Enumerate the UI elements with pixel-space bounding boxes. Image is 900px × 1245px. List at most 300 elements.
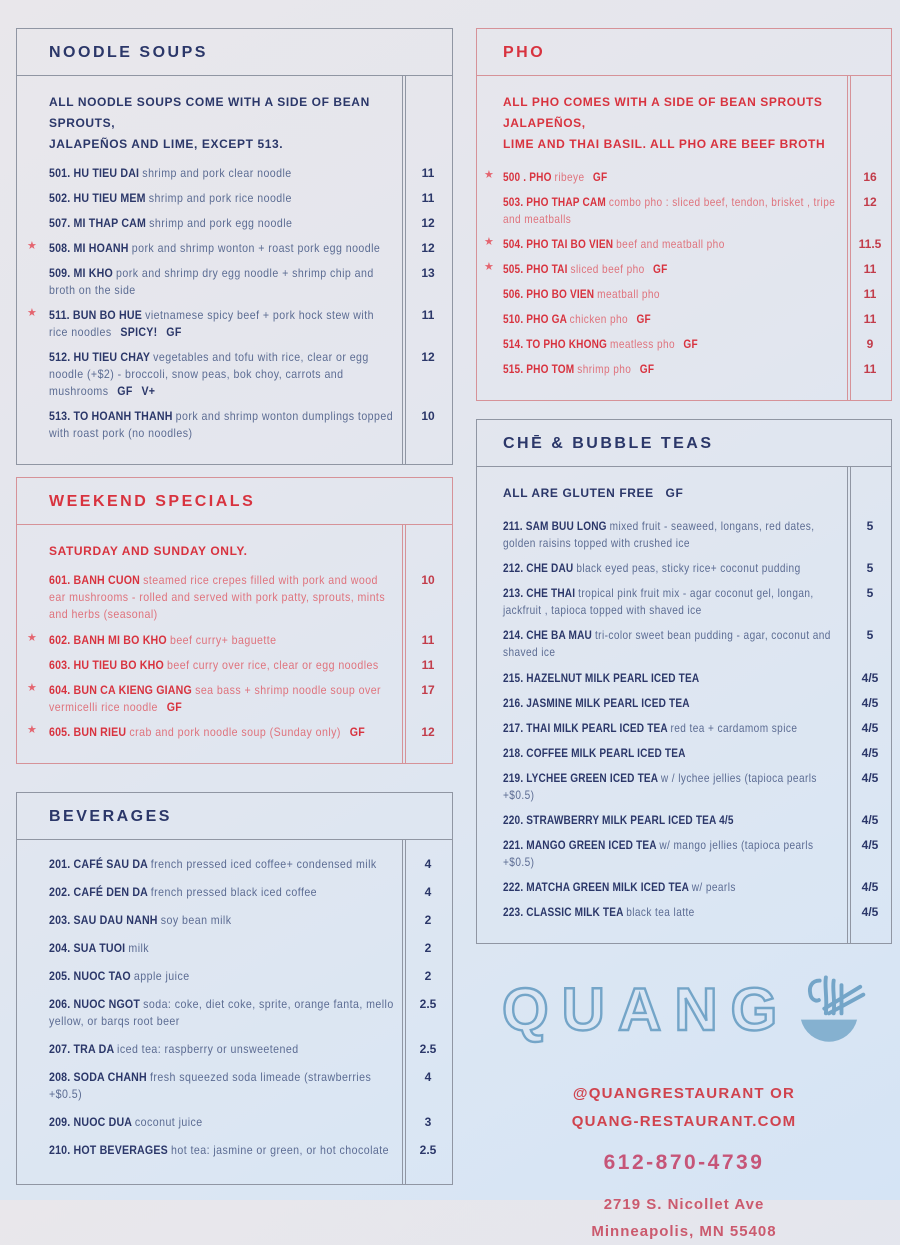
- special-star-icon: ★: [27, 240, 37, 253]
- item-number-name: 501. HU TIEU DAI: [49, 166, 143, 180]
- item-description: ribeye: [554, 170, 585, 184]
- item-description: w/ pearls: [691, 879, 736, 894]
- item-description: shrimp and pork egg noodle: [149, 216, 293, 231]
- social-handles: [476, 1080, 892, 1136]
- item-number-name: 213. CHE THAI: [503, 586, 579, 601]
- item-price: 10: [421, 573, 435, 588]
- menu-item-text: [477, 236, 851, 253]
- item-price: 4: [424, 1069, 432, 1084]
- item-description: vietnamese spicy beef + pork hock stew with rice noodles: [49, 308, 374, 340]
- menu-item: [477, 336, 891, 353]
- item-number-name: 219. LYCHEE GREEN ICED TEA: [503, 770, 661, 785]
- item-number-name: 203. SAU DAU NANH: [49, 912, 161, 927]
- item-number-name: 221. MANGO GREEN ICED TEA: [503, 837, 660, 852]
- item-price: 11: [421, 632, 435, 647]
- special-star-icon: ★: [27, 681, 37, 694]
- menu-item-line: [49, 408, 394, 442]
- diet-tag: GF: [683, 337, 698, 352]
- item-description: pork and shrimp wonton dumplings topped with roast pork (no noodles): [49, 409, 394, 441]
- item-number-name: 201. CAFÉ SAU DA: [49, 856, 151, 871]
- item-number-name: 604. BUN CA KIENG GIANG: [49, 682, 196, 697]
- menu-item-line: [503, 904, 843, 921]
- diet-tag: GF: [349, 724, 366, 739]
- item-number-name: 211. SAM BUU LONG: [503, 519, 610, 534]
- item-description: mixed fruit - seaweed, longans, red dates, golden raisins topped with crushed ice: [503, 519, 815, 551]
- item-description: fresh squeezed soda limeade (strawberries +$0.5): [49, 1069, 372, 1101]
- item-number-name: 505. PHO TAI: [503, 262, 571, 277]
- menu-item: [477, 286, 891, 303]
- menu-item-line: [49, 572, 394, 623]
- item-description: chicken pho: [569, 312, 629, 327]
- item-number-name: 503. PHO THAP CAM: [503, 195, 609, 210]
- menu-item-line: [49, 632, 394, 649]
- menu-item-text: [17, 912, 406, 929]
- item-number-name: 502. HU TIEU MEM: [49, 191, 149, 206]
- item-description: beef curry over rice, clear or egg noodles: [167, 657, 379, 672]
- item-number-name: 603. HU TIEU BO KHO: [49, 657, 168, 672]
- menu-item: [17, 215, 452, 232]
- menu-item-line: [49, 1142, 394, 1159]
- item-description: shrimp pho: [577, 362, 632, 377]
- menu-item-line: [49, 724, 394, 741]
- item-description: crab and pork noodle soup (Sunday only): [129, 724, 341, 739]
- section-body: [17, 76, 452, 464]
- menu-item: [17, 190, 452, 207]
- instagram-handle: @QUANGRESTAURANT OR: [572, 1084, 796, 1102]
- menu-item-text: [17, 657, 406, 674]
- section-note-line: SATURDAY AND SUNDAY ONLY.: [49, 544, 248, 559]
- menu-item-line: [503, 560, 843, 577]
- item-price: 4/5: [861, 904, 879, 919]
- menu-item-line: [49, 1041, 394, 1058]
- section-title: CHĒ & BUBBLE TEAS: [477, 420, 891, 467]
- item-price: 3: [424, 1114, 432, 1129]
- menu-item-line: [49, 1114, 394, 1131]
- menu-item: [477, 560, 891, 577]
- menu-item-text: [477, 361, 851, 378]
- menu-item-line: [49, 996, 394, 1030]
- item-number-name: 223. CLASSIC MILK TEA: [503, 904, 627, 919]
- menu-item-text: [477, 336, 851, 353]
- menu-item-text: [477, 585, 851, 619]
- menu-item: [17, 349, 452, 400]
- item-list: [17, 856, 452, 1159]
- item-price: 5: [866, 519, 874, 534]
- menu-item-text: [477, 169, 851, 186]
- item-description: french pressed iced coffee+ condensed milk: [150, 856, 377, 871]
- section-note: [17, 541, 452, 562]
- item-number-name: 205. NUOC TAO: [49, 968, 134, 983]
- section-body: [17, 525, 452, 762]
- menu-item-line: [503, 812, 843, 829]
- section-che-bubble-teas: [476, 419, 892, 944]
- restaurant-footer: [476, 968, 892, 1245]
- item-description: coconut juice: [134, 1114, 203, 1129]
- diet-tag: GF: [117, 384, 133, 399]
- menu-item-text: [17, 307, 406, 341]
- item-number-name: 206. NUOC NGOT: [49, 996, 144, 1011]
- item-description: sea bass + shrimp noodle soup over vermicelli rice noodle: [49, 682, 382, 714]
- menu-item-text: [17, 968, 406, 985]
- item-description: shrimp and pork rice noodle: [148, 191, 292, 206]
- item-number-name: 215. HAZELNUT MILK PEARL ICED TEA: [503, 670, 700, 685]
- menu-item-text: [17, 632, 406, 649]
- menu-item: [17, 265, 452, 299]
- item-number-name: 508. MI HOANH: [49, 241, 132, 256]
- bowl-shape: [801, 1019, 857, 1041]
- menu-item-text: [477, 745, 851, 762]
- item-description: beef curry+ baguette: [169, 632, 277, 647]
- item-price: 4/5: [861, 879, 879, 894]
- section-note: [17, 92, 452, 155]
- menu-item: [17, 307, 452, 341]
- menu-item: [17, 408, 452, 442]
- item-number-name: 514. TO PHO KHONG: [503, 337, 611, 352]
- menu-item-text: [477, 837, 851, 871]
- item-price: 2: [424, 940, 432, 955]
- item-price: 11: [421, 191, 435, 206]
- item-number-name: 204. SUA TUOI: [49, 940, 129, 955]
- item-description: vegetables and tofu with rice, clear or egg noodle (+$2) - broccoli, snow peas, bok choy, carrots and mushrooms: [49, 350, 369, 399]
- item-number-name: 507. MI THAP CAM: [49, 216, 150, 231]
- item-price: 11: [863, 262, 877, 277]
- address-line1: 2719 S. Nicollet Ave: [603, 1196, 765, 1214]
- item-description: hot tea: jasmine or green, or hot chocolate: [170, 1143, 389, 1157]
- item-number-name: 515. PHO TOM: [503, 362, 578, 377]
- section-body: [477, 467, 891, 943]
- diet-tag: GF: [166, 699, 183, 714]
- menu-item: [17, 996, 452, 1030]
- item-list: [477, 518, 891, 921]
- menu-item-line: [503, 627, 843, 661]
- item-price: 11: [863, 362, 877, 377]
- item-number-name: 207. TRA DA: [49, 1041, 118, 1056]
- menu-item-text: [17, 572, 406, 623]
- section-beverages: [16, 792, 453, 1185]
- website-url: QUANG-RESTAURANT.COM: [571, 1112, 797, 1130]
- item-list: [477, 169, 891, 378]
- item-description: w/ mango jellies (tapioca pearls +$0.5): [503, 837, 814, 869]
- menu-item-text: [17, 682, 406, 716]
- menu-item: [17, 657, 452, 674]
- menu-item: [477, 585, 891, 619]
- menu-item: [477, 904, 891, 921]
- menu-item: [477, 837, 891, 871]
- diet-tag: GF: [639, 362, 655, 377]
- item-number-name: 222. MATCHA GREEN MILK ICED TEA: [503, 879, 692, 894]
- item-number-name: 511. BUN BO HUE: [49, 308, 146, 323]
- item-description: steamed rice crepes filled with pork and wood ear mushrooms - rolled and served with pork patty, sprouts, mints and herbs (seasonal): [49, 573, 386, 622]
- section-note-line: LIME AND THAI BASIL. ALL PHO ARE BEEF BROTH: [503, 137, 826, 151]
- menu-item-line: [49, 912, 394, 929]
- menu-item-line: [503, 585, 843, 619]
- item-description: sliced beef pho: [570, 262, 645, 277]
- menu-item: [477, 720, 891, 737]
- menu-item: [477, 879, 891, 896]
- menu-item-line: [503, 670, 843, 687]
- menu-item-text: [17, 1041, 406, 1058]
- menu-item: [477, 812, 891, 829]
- item-price: 5: [866, 586, 874, 601]
- item-price: 4: [424, 856, 432, 871]
- item-price: 2: [424, 912, 432, 927]
- item-number-name: 209. NUOC DUA: [49, 1114, 135, 1129]
- item-price: 2: [424, 968, 432, 983]
- section-title: PHO: [477, 29, 891, 76]
- section-note-line: ALL NOODLE SOUPS COME WITH A SIDE OF BEAN SPROUTS,: [49, 95, 370, 130]
- menu-item-text: [477, 879, 851, 896]
- section-body: [17, 840, 452, 1184]
- item-price: 2.5: [419, 1143, 437, 1157]
- item-price: 16: [863, 170, 877, 184]
- item-price: 13: [421, 266, 435, 281]
- item-number-name: 509. MI KHO: [49, 266, 117, 281]
- menu-item: [477, 194, 891, 228]
- item-description: black eyed peas, sticky rice+ coconut pudding: [576, 561, 801, 576]
- item-description: beef and meatball pho: [616, 237, 725, 252]
- item-price: 11: [421, 166, 435, 180]
- menu-item: [17, 572, 452, 623]
- menu-item: [17, 968, 452, 985]
- item-number-name: 506. PHO BO VIEN: [503, 287, 598, 302]
- menu-item-line: [503, 720, 843, 737]
- menu-item-text: [477, 812, 851, 829]
- diet-tag: GF: [653, 262, 668, 277]
- menu-item-line: [49, 1069, 394, 1103]
- menu-item-line: [49, 657, 394, 674]
- menu-item: [17, 1041, 452, 1058]
- menu-item-text: [17, 240, 406, 257]
- item-price: 11: [421, 657, 435, 672]
- item-description: combo pho : sliced beef, tendon, brisket , tripe and meatballs: [503, 195, 836, 227]
- menu-item-text: [17, 1069, 406, 1103]
- menu-item: [477, 236, 891, 253]
- menu-item-line: [49, 968, 394, 985]
- item-number-name: 220. STRAWBERRY MILK PEARL ICED TEA 4/5: [503, 812, 734, 827]
- phone-number: 612-870-4739: [603, 1151, 765, 1175]
- item-price: 12: [421, 216, 435, 231]
- item-description: soda: coke, diet coke, sprite, orange fanta, mello yellow, or barqs root beer: [49, 996, 394, 1028]
- menu-item-line: [503, 745, 843, 762]
- menu-item-line: [503, 311, 843, 328]
- section-title: WEEKEND SPECIALS: [17, 478, 452, 525]
- item-number-name: 510. PHO GA: [503, 312, 570, 327]
- section-note-line: ALL PHO COMES WITH A SIDE OF BEAN SPROUTS JALAPEÑOS,: [503, 95, 823, 130]
- menu-item-text: [17, 215, 406, 232]
- item-description: pork and shrimp dry egg noodle + shrimp chip and broth on the side: [49, 266, 374, 298]
- menu-item: [477, 627, 891, 661]
- item-number-name: 208. SODA CHANH: [49, 1069, 151, 1084]
- menu-item-text: [17, 408, 406, 442]
- section-title: BEVERAGES: [17, 793, 452, 840]
- menu-item-text: [17, 996, 406, 1030]
- menu-item-line: [503, 169, 843, 186]
- item-number-name: 210. HOT BEVERAGES: [49, 1143, 171, 1157]
- menu-item: [477, 361, 891, 378]
- menu-item-line: [49, 215, 394, 232]
- item-number-name: 601. BANH CUON: [49, 573, 144, 588]
- menu-item-text: [477, 311, 851, 328]
- section-body: [477, 76, 891, 400]
- item-description: red tea + cardamom spice: [670, 720, 798, 735]
- street-address: [476, 1191, 892, 1245]
- item-description: pork and shrimp wonton + roast pork egg noodle: [131, 241, 381, 256]
- item-number-name: 512. HU TIEU CHAY: [49, 350, 154, 365]
- special-star-icon: ★: [27, 307, 37, 320]
- menu-item-line: [503, 695, 843, 712]
- menu-item-line: [49, 240, 394, 257]
- item-description: black tea latte: [626, 904, 695, 919]
- item-description: french pressed black iced coffee: [150, 884, 318, 899]
- menu-item: [17, 1069, 452, 1103]
- menu-item: [17, 884, 452, 901]
- menu-item-line: [49, 307, 394, 341]
- menu-item-line: [49, 265, 394, 299]
- section-pho: [476, 28, 892, 401]
- menu-item-text: [477, 770, 851, 804]
- menu-right-column: [476, 28, 892, 1245]
- section-noodle-soups: [16, 28, 453, 465]
- diet-tag: GF: [166, 325, 182, 340]
- menu-item: [17, 240, 452, 257]
- item-price: 2.5: [419, 996, 437, 1011]
- section-title: NOODLE SOUPS: [17, 29, 452, 76]
- item-number-name: 214. CHE BA MAU: [503, 628, 595, 643]
- item-price: 11.5: [858, 237, 882, 252]
- section-note-line: ALL ARE GLUTEN FREE GF: [503, 486, 684, 501]
- menu-item-text: [17, 165, 406, 182]
- menu-item-text: [17, 1114, 406, 1131]
- item-number-name: 217. THAI MILK PEARL ICED TEA: [503, 720, 671, 735]
- menu-item-line: [49, 190, 394, 207]
- menu-item-line: [503, 837, 843, 871]
- menu-item-text: [17, 1142, 406, 1159]
- menu-item-text: [477, 695, 851, 712]
- menu-item-text: [477, 904, 851, 921]
- item-price: 4/5: [861, 770, 879, 785]
- menu-item: [477, 169, 891, 186]
- menu-item-text: [17, 265, 406, 299]
- menu-item: [17, 1114, 452, 1131]
- diet-tag: SPICY!: [120, 325, 158, 340]
- menu-item: [477, 311, 891, 328]
- menu-item-line: [503, 286, 843, 303]
- item-price: 4/5: [861, 720, 879, 735]
- menu-item: [477, 695, 891, 712]
- menu-item-line: [503, 518, 843, 552]
- menu-item-line: [49, 940, 394, 957]
- menu-item-text: [477, 286, 851, 303]
- menu-item: [17, 165, 452, 182]
- section-note: [477, 92, 891, 155]
- section-weekend-specials: [16, 477, 453, 763]
- menu-item-text: [477, 627, 851, 661]
- menu-item: [17, 632, 452, 649]
- item-price: 12: [863, 195, 877, 210]
- item-number-name: 602. BANH MI BO KHO: [49, 632, 170, 647]
- item-description: w / lychee jellies (tapioca pearls +$0.5): [503, 770, 817, 802]
- item-description: meatball pho: [597, 287, 660, 302]
- item-price: 4/5: [861, 745, 879, 760]
- item-description: soy bean milk: [160, 912, 232, 927]
- item-number-name: 513. TO HOANH THANH: [49, 409, 176, 424]
- item-number-name: 202. CAFÉ DEN DA: [49, 884, 151, 899]
- menu-item-line: [49, 856, 394, 873]
- menu-item-line: [49, 682, 394, 716]
- address-line2: Minneapolis, MN 55408: [591, 1223, 777, 1241]
- item-price: 12: [421, 350, 435, 365]
- menu-item: [477, 670, 891, 687]
- item-description: meatless pho: [610, 337, 676, 352]
- menu-item-line: [503, 336, 843, 353]
- item-number-name: 605. BUN RIEU: [49, 724, 130, 739]
- special-star-icon: ★: [27, 631, 37, 644]
- menu-item-line: [503, 361, 843, 378]
- menu-item-text: [17, 856, 406, 873]
- menu-item: [477, 518, 891, 552]
- special-star-icon: ★: [484, 169, 494, 181]
- item-price: 9: [866, 337, 874, 352]
- menu-item-text: [477, 194, 851, 228]
- item-number-name: 218. COFFEE MILK PEARL ICED TEA: [503, 745, 686, 760]
- menu-item-text: [17, 349, 406, 400]
- item-price: 5: [866, 561, 874, 576]
- menu-item-text: [477, 518, 851, 552]
- quang-logo-text: [500, 968, 791, 1046]
- item-price: 4: [424, 884, 432, 899]
- item-description: iced tea: raspberry or unsweetened: [117, 1041, 299, 1056]
- noodle-bowl-icon: [790, 968, 868, 1054]
- menu-item-text: [17, 190, 406, 207]
- item-number-name: 212. CHE DAU: [503, 561, 577, 576]
- logo-wordmark: QUANG: [502, 975, 791, 1043]
- menu-item: [477, 261, 891, 278]
- item-list: [17, 165, 452, 442]
- menu-item-text: [477, 720, 851, 737]
- menu-item: [17, 940, 452, 957]
- item-price: 11: [863, 312, 877, 327]
- item-description: tri-color sweet bean pudding - agar, coconut and shaved ice: [503, 628, 831, 660]
- menu-item: [17, 724, 452, 741]
- item-price: 4/5: [861, 812, 879, 827]
- menu-item-text: [477, 560, 851, 577]
- menu-item-text: [477, 670, 851, 687]
- item-price: 10: [421, 409, 435, 424]
- menu-item-line: [503, 236, 843, 253]
- menu-item-text: [17, 940, 406, 957]
- item-price: 11: [421, 308, 435, 323]
- quang-logo: [476, 968, 892, 1054]
- menu-item-line: [503, 770, 843, 804]
- section-note: [477, 483, 891, 504]
- item-description: tropical pink fruit mix - agar coconut gel, longan, jackfruit , tapioca topped with shaved ice: [503, 586, 814, 618]
- item-list: [17, 572, 452, 740]
- item-price: 2.5: [419, 1041, 437, 1056]
- menu-item-line: [49, 349, 394, 400]
- item-price: 4/5: [861, 670, 879, 685]
- item-price: 5: [866, 628, 874, 643]
- item-price: 12: [421, 724, 435, 739]
- menu-item-line: [49, 165, 394, 182]
- item-description: milk: [128, 940, 150, 955]
- special-star-icon: ★: [484, 236, 494, 249]
- menu-item: [17, 1142, 452, 1159]
- item-description: shrimp and pork clear noodle: [142, 166, 292, 180]
- item-number-name: 504. PHO TAI BO VIEN: [503, 237, 617, 252]
- menu-item-line: [503, 261, 843, 278]
- menu-item: [17, 682, 452, 716]
- menu-item: [477, 770, 891, 804]
